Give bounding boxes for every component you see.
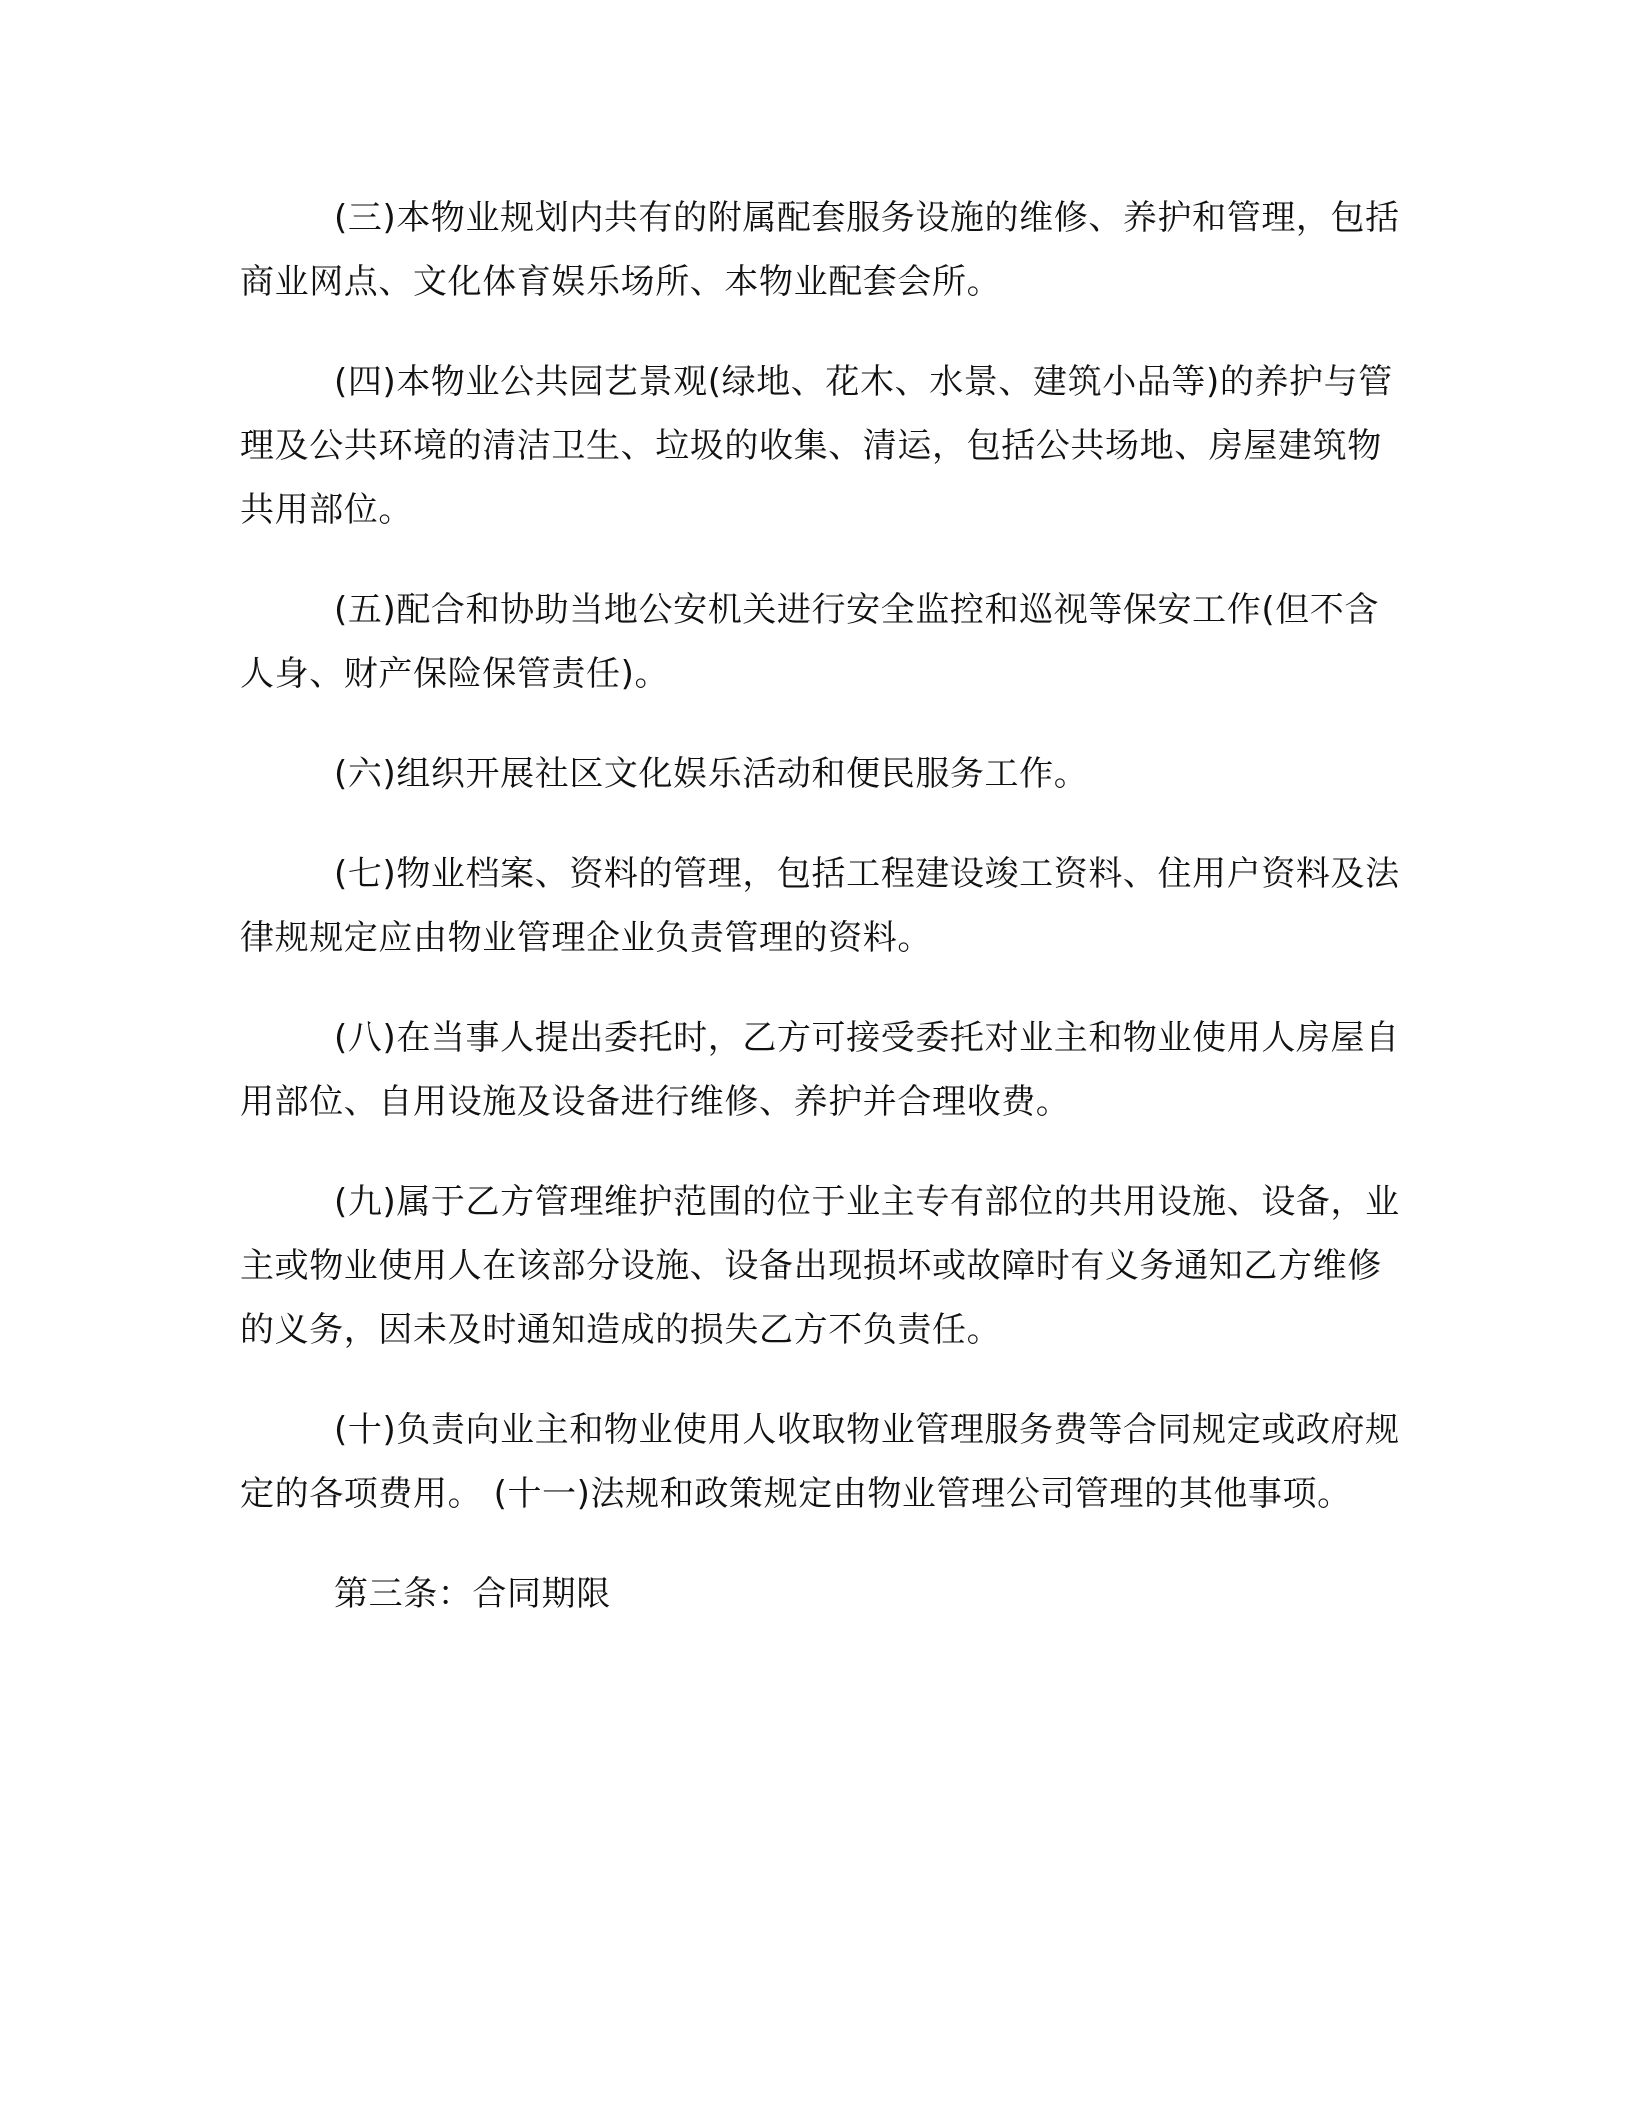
paragraph-item-8: (八)在当事人提出委托时，乙方可接受委托对业主和物业使用人房屋自用部位、自用设施及设备进行维修、养护并合理收费。 xyxy=(240,1018,1400,1122)
document-page xyxy=(240,186,1400,1662)
paragraph-item-5: (五)配合和协助当地公安机关进行安全监控和巡视等保安工作(但不含人身、财产保险保管责任)。 xyxy=(240,590,1379,694)
paragraph-item-4: (四)本物业公共园艺景观(绿地、花木、水景、建筑小品等)的养护与管理及公共环境的清洁卫生、垃圾的收集、清运，包括公共场地、房屋建筑物共用部位。 xyxy=(240,362,1393,530)
paragraph-item-6: (六)组织开展社区文化娱乐活动和便民服务工作。 xyxy=(334,754,1089,794)
section-heading: 第三条：合同期限 xyxy=(334,1574,611,1614)
paragraph-item-7: (七)物业档案、资料的管理，包括工程建设竣工资料、住用户资料及法律规规定应由物业管理企业负责管理的资料。 xyxy=(240,854,1400,958)
paragraph-item-9: (九)属于乙方管理维护范围的位于业主专有部位的共用设施、设备，业主或物业使用人在该部分设施、设备出现损坏或故障时有义务通知乙方维修的义务，因未及时通知造成的损失乙方不负责任。 xyxy=(240,1182,1400,1350)
paragraph-item-10: (十)负责向业主和物业使用人收取物业管理服务费等合同规定或政府规定的各项费用。 (十一)法规和政策规定由物业管理公司管理的其他事项。 xyxy=(240,1410,1400,1514)
paragraph-item-3: (三)本物业规划内共有的附属配套服务设施的维修、养护和管理，包括商业网点、文化体育娱乐场所、本物业配套会所。 xyxy=(240,198,1400,302)
